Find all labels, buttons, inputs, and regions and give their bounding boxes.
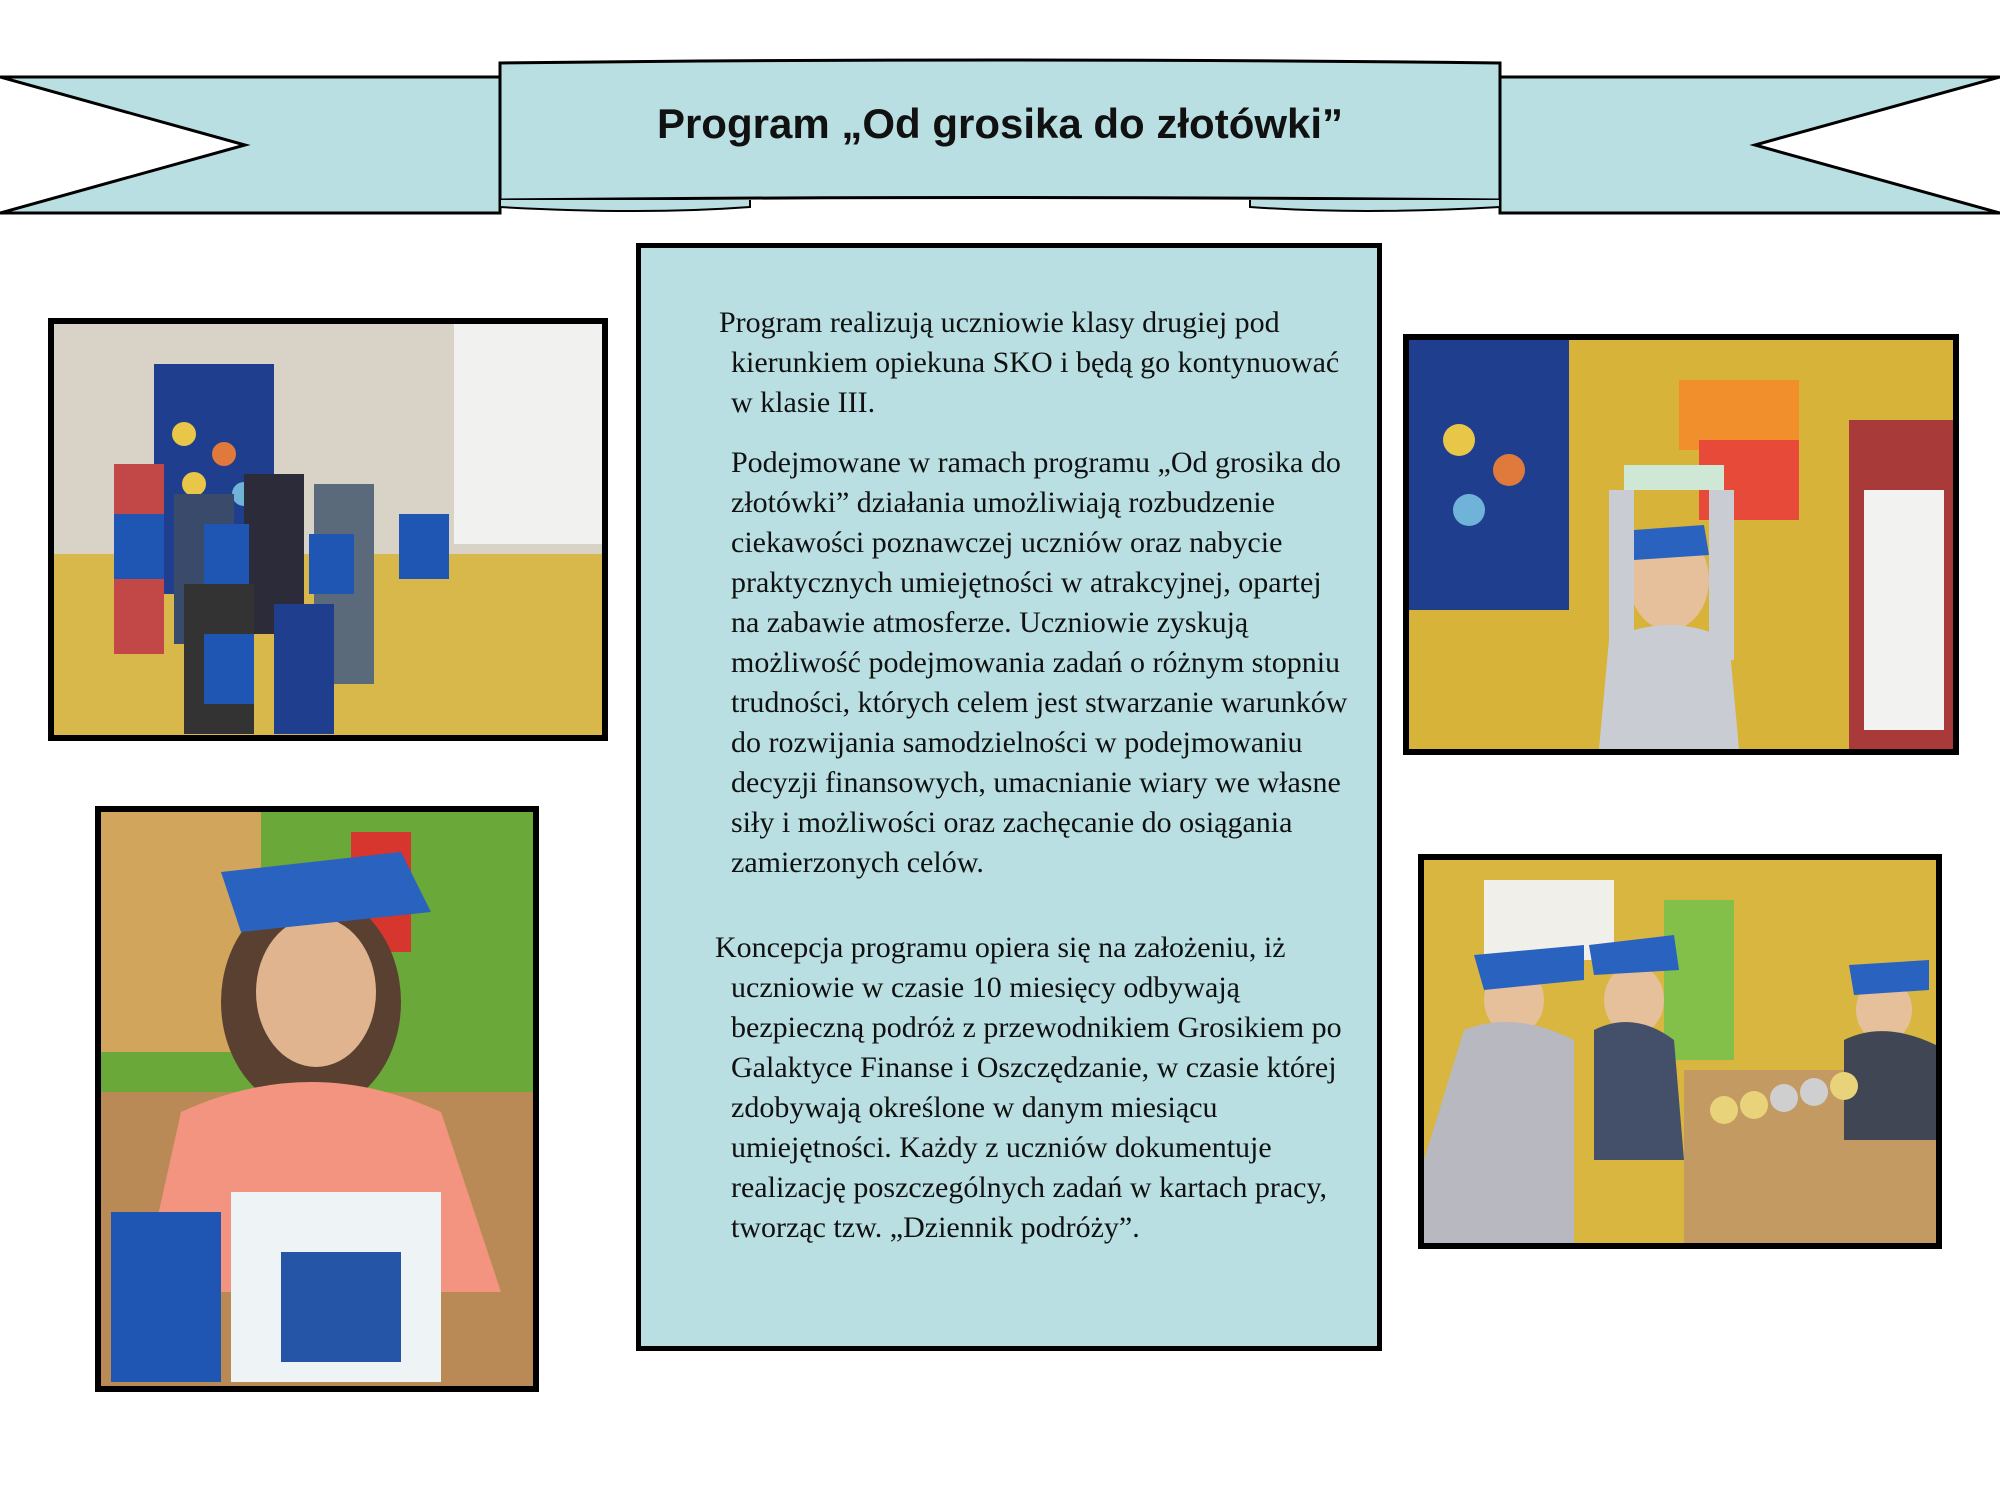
photo-boy-with-banknote (1403, 334, 1959, 755)
photo-children-at-table (1418, 854, 1942, 1249)
paragraph-intro-first-line: Program realizują uczniowie klasy drugiej pod (719, 306, 1280, 339)
paragraph-intro-rest: kierunkiem opiekuna SKO i będą go kontynuować w klasie III. (731, 346, 1340, 419)
paragraph-activities-text: Podejmowane w ramach programu „Od grosika do złotówki” działania umożliwiają rozbudzenie ciekawości poznawczej uczniów oraz nabycie praktycznych umiejętności w atrakcyjnej, opartej na zabawie atmosferze. Uczniowie zyskują możliwość podejmowania zadań o różnym stopniu trudności, których celem jest stwarzanie warunków do rozwijania samodzielności w podejmowaniu decyzji finansowych, umacnianie wiary we własne siły i możliwości oraz zachęcanie do osiągania zamierzonych celów. (731, 446, 1348, 879)
photo-group-with-posters (48, 318, 608, 741)
paragraph-concept-rest: uczniowie w czasie 10 miesięcy odbywają bezpieczną podróż z przewodnikiem Grosikiem po Galaktyce Finanse i Oszczędzanie, w czasie której zdobywają określone w danym miesiącu umiejętności. Każdy z uczniów dokumentuje realizację poszczególnych zadań w kartach pracy, tworząc tzw. „Dziennik podróży”. (731, 971, 1342, 1244)
paragraph-concept (715, 928, 1351, 1248)
paragraph-activities (731, 443, 1351, 883)
page-title: Program „Od grosika do złotówki” (656, 100, 1344, 147)
program-description-box (636, 243, 1382, 1351)
paragraph-intro (719, 303, 1351, 423)
paragraph-concept-first-line: Koncepcja programu opiera się na założeniu, iż (715, 931, 1286, 964)
photo-girl-writing (95, 806, 539, 1392)
